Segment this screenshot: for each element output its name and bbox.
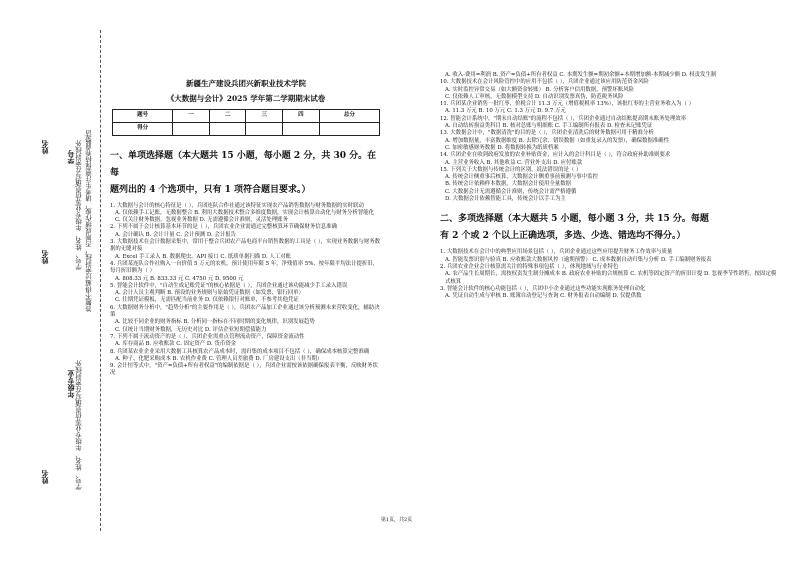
score-input-cell[interactable] [209,122,246,135]
question-options: A. 808.33 元 B. 833.33 元 C. 4750 元 D. 9500 元 [115,275,244,282]
question-text: 10. 大数据技术在会计风险管控中的应用不包括（ ），兵团企业通过该应用防范资金风险 [440,79,649,86]
score-row-label: 得分 [113,122,173,135]
question-text: 6. 大数据财务分析中，"趋势分析"的主要作用是（ ），兵团农产品加工企业通过该分析预测未来营收变化，辅助决策 [110,304,380,319]
score-header-cell: 二 [209,109,246,122]
question-options: C. 仅关注财务数据，忽视业务数据 D. 无需遵循会计准则，灵活处理账务 [115,217,288,224]
question-options: A. 凭证自动生成与审核 B. 账簿自动登记与查询 C. 财务报表自动编制 D. 仅提供数 [445,293,642,300]
section1-title-line2: 题列出的 4 个选项中，只有 1 项符合题目要求。） [110,184,311,195]
question-text: 7. 下列不属于流动资产的是（ ），兵团企业需重点管理流动资产，保障资金流动性 [110,333,305,340]
question-text: 12. 智能会计系统中，"期末自动结账"的流程不包括（ ），兵团企业通过自动结账提高期末账务处理效率 [440,115,687,122]
question-options: C. 仅统计当期财务数据，无历史对比 D. 评估企业短期偿债能力 [115,326,267,333]
question-options: A. 会计人员主观判断 B. 预设的业务规则与原始凭证数据（如发票、银行回单） [115,290,304,297]
question-options: A. 农产品生长周期长，需按权责发生制分摊成本 B. 政府农业补贴的合规核算 C. 农机等固定资产的折旧计提 D. 忽视季节性销售，按固定模式核算 [445,271,777,285]
question-text: 13. 大数据会计中，"数据清洗"的目的是（ ），兵团企业清洗后的财务数据可用于精准分析 [440,130,654,137]
question-text: 5. 智能会计软件中，"自动生成记账凭证"的核心依据是（ ），兵团企业通过该功能减少手工录入错误 [110,282,348,289]
question-options: A. 增加数据量，丰富数据维度 B. 去除冗余、错误数据（如重复录入的发票），确保数据准确性 [445,137,669,144]
question-options: C. 大数据会计无需遵循会计准则，传统会计需严格遵循 [445,188,577,195]
score-header-cell: 题号 [113,109,173,122]
seal-notice-2: 答题不得超过密封线，否则成绩作废，请考生注意保持卷面整洁 [85,130,93,312]
score-input-cell[interactable] [283,122,320,135]
question-text: 4. 兵团某连队合作社购入一台价值 5 万元的农机，预计使用年限 5 年，净残值率 5%，按年限平均法计提折旧，每月折旧额为（ ） [110,260,379,275]
left-column [110,60,382,378]
question-list-right [440,72,778,203]
question-options: A. 主营业务收入 B. 其他收益 C. 营业外支出 D. 应付账款 [445,159,583,166]
name-label-mid: 姓名 [40,250,49,264]
question-options: A. 收入-费用=利润 B. 资产=负债+所有者权益 C. 本期发生额=期初余额+本期增加额-本期减少额 D. 权责发生制 [445,72,717,78]
question-options: A. Excel 手工录入 B. 数据爬虫、API 接口 C. 纸质单据扫描 D. 人工对账 [115,253,291,260]
seal-notice-3: 学号、姓名、年级专业等信息填写在密封线外 [75,360,83,490]
section1-title [110,148,382,199]
seal-notice-1: 学号、姓名、年级专业等信息填写在密封线外 [75,140,83,270]
question-options: C. 加密敏感财务数据 D. 将数据转换为纸质档案 [445,144,559,151]
seal-line [100,30,101,531]
question-text: 3. 智能会计软件的核心功能包括（ ），兵团中小企业通过这些功能实现账务处理自动化 [440,285,646,292]
student-id-label: 学号 [66,150,75,164]
score-header-cell: 四 [283,109,320,122]
question-text: 1. 大数据技术在会计中的典型应用场景包括（ ），兵团企业通过这些应用提升财务工作效率与质量 [440,249,673,256]
question-text: 8. 兵团某农业企业采用大数据工具核算农产品成本时，需归集的成本项目不包括（ ），确保成本核算完整准确 [110,348,370,355]
score-input-cell[interactable] [246,122,283,135]
score-input-cell[interactable] [173,122,210,135]
page-number: 第1页，共2页 [380,517,413,523]
question-text: 3. 大数据技术在会计数据采集中，常用于整合兵团农产品电商平台销售数据的工具是（ ），实现业务数据与财务数据的无缝对接 [110,239,381,253]
section2-title [440,211,778,245]
section2-title-line2: 有 2 个或 2 个以上正确选项，多选、少选、错选均不得分。） [440,231,686,242]
school-name: 新疆生产建设兵团兴新职业技术学院 [186,79,306,88]
major-label: 年级专业 [66,370,75,398]
question-list-right-2 [440,249,778,300]
question-options: B. 传统会计依赖样本数据，大数据会计使用全量数据 [445,181,571,188]
question-options: D. 大数据会计依赖智能工具，传统会计以手工为主 [445,196,566,203]
question-options: A. 11.3 万元 B. 10 万元 C. 1.3 万元 D. 9.7 万元 [445,108,566,115]
question-text: 11. 兵团某企业销售一批红枣，价税合计 11.3 万元（增值税税率 13%），该批红枣的主营业务收入为（ ） [440,101,695,108]
question-options: A. 种子、化肥采购成本 B. 农机作业费 C. 管理人员差旅费 D. 厂房建设支出（非当期） [115,355,323,362]
question-text: 1. 大数据与会计的核心特征是（ ），兵团连队合作社通过该特征实现农产品销售数据与财务数据的实时联动 [110,202,364,209]
section1-title-line1: 一、单项选择题（本大题共 15 小题，每小题 2 分，共 30 分。在每 [110,150,377,178]
question-options: A. 智能发票识别与验真 B. 应收账款大数据风控（逾期预警） C. 成本数据自动归集与分析 D. 手工编制财务报表 [445,256,712,263]
question-options: A. 仅依赖手工记账，无数据整合 B. 利用大数据技术整合多维度数据，实现会计核算自动化与财务分析智能化 [115,209,375,216]
question-options: C. 仅依赖人工审核，无数据模型支持 D. 自动识别发票真伪，防范税务风险 [445,93,624,100]
question-options: C. 往期凭证模板，无需匹配当前业务 D. 仅依赖银行对账单，不参考其他凭证 [115,297,299,304]
question-text: 9. 会计恒等式中，"资产=负债+所有者权益"的编制依据是（ ），兵团企业需按该依据确保报表平衡，反映财务状况 [110,363,378,377]
right-column [440,72,778,300]
section2-title-line1: 二、多项选择题（本大题共 5 小题，每小题 3 分，共 15 分。每题 [440,214,709,225]
binding-margin [0,0,108,561]
question-text: 15. 下列关于大数据与传统会计的区别，说法错误的是（ ） [440,166,582,173]
question-list-left [110,203,382,378]
score-header-cell: 三 [246,109,283,122]
question-options: A. 库存商品 B. 应收账款 C. 固定资产 D. 货币资金 [115,341,237,348]
question-options: A. 会计确认 B. 会计计量 C. 会计预测 D. 会计报告 [115,231,237,238]
score-header-cell: 总分 [319,109,379,122]
question-options: A. 传统会计侧重事后核算，大数据会计侧重事前预测与事中监控 [445,174,598,181]
score-header-cell: 一 [173,109,210,122]
question-text: 14. 兵团企业在收到政府发放的农业补贴资金，应计入的会计科目是（ ），符合政府补助准则要求 [440,152,671,159]
name-label-top: 姓名 [40,140,49,154]
question-text: 2. 兵团农业企业会计核算需关注的特殊事项包括（ ），体现地域与行业特色 [440,263,619,270]
exam-title: 《大数据与会计》2025 学年第二学期期末试卷 [166,94,326,104]
question-options: A. 实时监控异常交易（如大额资金转账） B. 分析客户信用数据，预警坏账风险 [445,86,634,93]
score-input-cell[interactable] [319,122,379,135]
name-label-bottom: 姓名 [40,470,49,484]
question-text: 2. 下列不属于会计核算基本环节的是（ ），兵团农业企业需通过完整核算环节确保财务信息准确 [110,224,337,231]
question-options: A. 自动结转损益类科目 B. 核对总账与明细账 C. 手工编制所有报表 D. 检查未记账凭证 [445,123,653,130]
question-options: A. 比较不同企业的财务指标 B. 分析同一指标在不同时期的变化规律，识别发展趋势 [115,319,315,326]
score-table [112,109,380,136]
